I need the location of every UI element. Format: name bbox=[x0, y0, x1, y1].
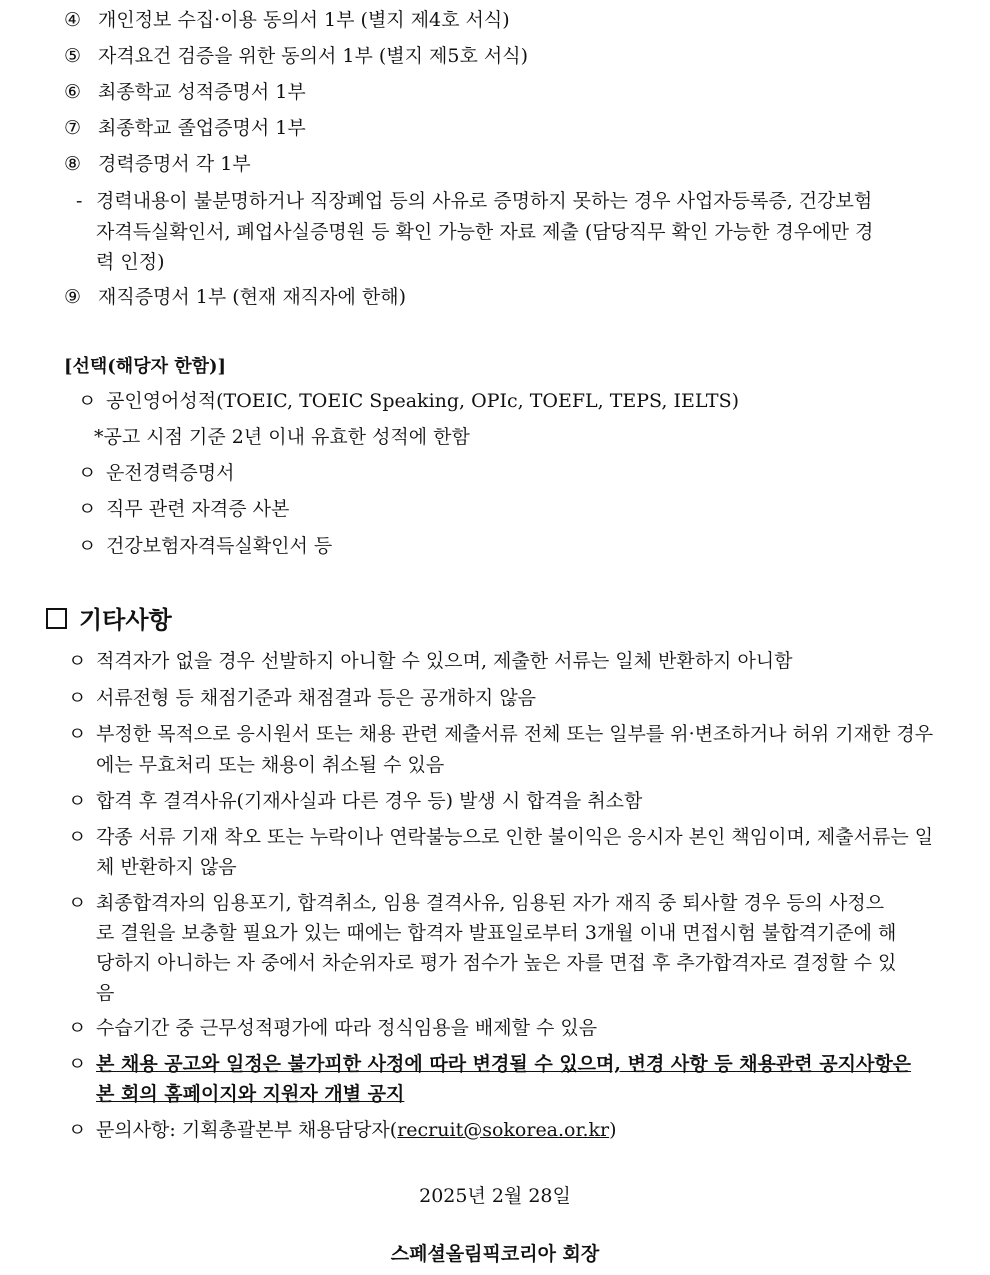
doc-item-text: 재직증명서 1부 (현재 재직자에 한해) bbox=[98, 286, 407, 308]
checkbox-square-icon bbox=[46, 608, 67, 629]
etc-item-text: 최종합격자의 임용포기, 합격취소, 임용 결격사유, 임용된 자가 재직 중 퇴사할 경우 등의 사정으 bbox=[96, 892, 885, 914]
bullet: ㅇ bbox=[68, 790, 87, 812]
optional-heading: [선택(해당자 한함)] bbox=[64, 356, 227, 377]
etc-item bbox=[68, 823, 933, 851]
notice-date: 2025년 2월 28일 bbox=[419, 1185, 571, 1207]
doc-item-text: 개인정보 수집·이용 동의서 1부 (별지 제4호 서식) bbox=[98, 9, 510, 31]
etc-item bbox=[68, 684, 536, 712]
contact-prefix: 문의사항: 기획총괄본부 채용담당자( bbox=[96, 1119, 398, 1141]
bullet: ㅇ bbox=[68, 1053, 87, 1075]
bullet: ㅇ bbox=[78, 498, 97, 520]
item-number: ④ bbox=[64, 9, 82, 31]
career-note bbox=[76, 187, 872, 215]
etc-item-text: 수습기간 중 근무성적평가에 따라 정식임용을 배제할 수 있음 bbox=[96, 1017, 598, 1039]
etc-item-continuation: 에는 무효처리 또는 채용이 취소될 수 있음 bbox=[96, 754, 445, 776]
etc-item-text: 합격 후 결격사유(기재사실과 다른 경우 등) 발생 시 합격을 취소함 bbox=[96, 790, 643, 812]
career-note-line: 력 인정) bbox=[96, 251, 165, 273]
item-number: ⑤ bbox=[64, 45, 82, 67]
bullet: ㅇ bbox=[78, 535, 97, 557]
contact-email-link[interactable]: recruit@sokorea.or.kr bbox=[397, 1119, 610, 1141]
optional-item-text: 공인영어성적(TOEIC, TOEIC Speaking, OPIc, TOEFL, TEPS, IELTS) bbox=[106, 390, 739, 412]
optional-item-english-score bbox=[78, 387, 739, 415]
career-note-line: 경력내용이 불분명하거나 직장폐업 등의 사유로 증명하지 못하는 경우 사업자등록증, 건강보험 bbox=[96, 190, 873, 212]
etc-item bbox=[68, 1014, 597, 1042]
doc-item-employment-cert bbox=[64, 283, 406, 311]
doc-item-text: 경력증명서 각 1부 bbox=[98, 153, 251, 175]
etc-item-continuation: 당하지 아니하는 자 중에서 차순위자로 평가 점수가 높은 자를 면접 후 추가합격자로 결정할 수 있 bbox=[96, 952, 897, 974]
etc-notice-text: 본 채용 공고와 일정은 불가피한 사정에 따라 변경될 수 있으며, 변경 사항 등 채용관련 공지사항은 bbox=[96, 1053, 912, 1075]
contact-suffix: ) bbox=[609, 1119, 617, 1141]
etc-item bbox=[68, 787, 642, 815]
doc-item-text: 자격요건 검증을 위한 동의서 1부 (별지 제5호 서식) bbox=[98, 45, 529, 67]
bullet: ㅇ bbox=[78, 462, 97, 484]
optional-item-text: 건강보험자격득실확인서 등 bbox=[106, 535, 333, 557]
optional-note: *공고 시점 기준 2년 이내 유효한 성적에 한함 bbox=[94, 426, 470, 448]
signature: 스페셜올림픽코리아 회장 bbox=[390, 1243, 600, 1265]
bullet: ㅇ bbox=[68, 1119, 87, 1141]
doc-item-career-cert bbox=[64, 150, 251, 178]
doc-item-privacy-consent bbox=[64, 6, 510, 34]
etc-item bbox=[68, 647, 793, 675]
etc-heading bbox=[46, 604, 172, 636]
etc-item-notice bbox=[68, 1050, 911, 1078]
item-number: ⑥ bbox=[64, 81, 82, 103]
bullet: ㅇ bbox=[68, 826, 87, 848]
item-number: ⑦ bbox=[64, 117, 82, 139]
optional-item-driving-record bbox=[78, 459, 234, 487]
item-number: ⑨ bbox=[64, 286, 82, 308]
bullet: ㅇ bbox=[68, 723, 87, 745]
doc-item-text: 최종학교 졸업증명서 1부 bbox=[98, 117, 306, 139]
bullet: ㅇ bbox=[68, 650, 87, 672]
doc-item-transcript bbox=[64, 78, 306, 106]
dash-marker: - bbox=[76, 190, 83, 212]
career-note-line: 자격득실확인서, 폐업사실증명원 등 확인 가능한 자료 제출 (담당직무 확인 가능한 경우에만 경 bbox=[96, 221, 874, 243]
etc-item-text: 각종 서류 기재 착오 또는 누락이나 연락불능으로 인한 불이익은 응시자 본인 책임이며, 제출서류는 일 bbox=[96, 826, 934, 848]
item-number: ⑧ bbox=[64, 153, 82, 175]
etc-heading-text: 기타사항 bbox=[79, 606, 172, 634]
optional-item-health-insurance bbox=[78, 532, 332, 560]
etc-item-continuation: 로 결원을 보충할 필요가 있는 때에는 합격자 발표일로부터 3개월 이내 면접시험 불합격기준에 해 bbox=[96, 922, 897, 944]
bullet: ㅇ bbox=[68, 892, 87, 914]
doc-item-text: 최종학교 성적증명서 1부 bbox=[98, 81, 306, 103]
etc-item-continuation: 체 반환하지 않음 bbox=[96, 856, 237, 878]
bullet: ㅇ bbox=[68, 1017, 87, 1039]
bullet: ㅇ bbox=[78, 390, 97, 412]
etc-item-continuation: 음 bbox=[96, 982, 115, 1004]
doc-item-qualification-consent bbox=[64, 42, 528, 70]
optional-item-text: 직무 관련 자격증 사본 bbox=[106, 498, 290, 520]
etc-item-text: 서류전형 등 채점기준과 채점결과 등은 공개하지 않음 bbox=[96, 687, 537, 709]
etc-notice-continuation: 본 회의 홈페이지와 지원자 개별 공지 bbox=[96, 1083, 405, 1105]
doc-item-graduation-cert bbox=[64, 114, 306, 142]
optional-item-text: 운전경력증명서 bbox=[106, 462, 235, 484]
etc-item bbox=[68, 720, 933, 748]
etc-item bbox=[68, 889, 884, 917]
etc-item-contact bbox=[68, 1116, 617, 1144]
optional-item-license-copy bbox=[78, 495, 289, 523]
etc-item-text: 부정한 목적으로 응시원서 또는 채용 관련 제출서류 전체 또는 일부를 위·변조하거나 허위 기재한 경우 bbox=[96, 723, 934, 745]
bullet: ㅇ bbox=[68, 687, 87, 709]
etc-item-text: 적격자가 없을 경우 선발하지 아니할 수 있으며, 제출한 서류는 일체 반환하지 아니함 bbox=[96, 650, 793, 672]
